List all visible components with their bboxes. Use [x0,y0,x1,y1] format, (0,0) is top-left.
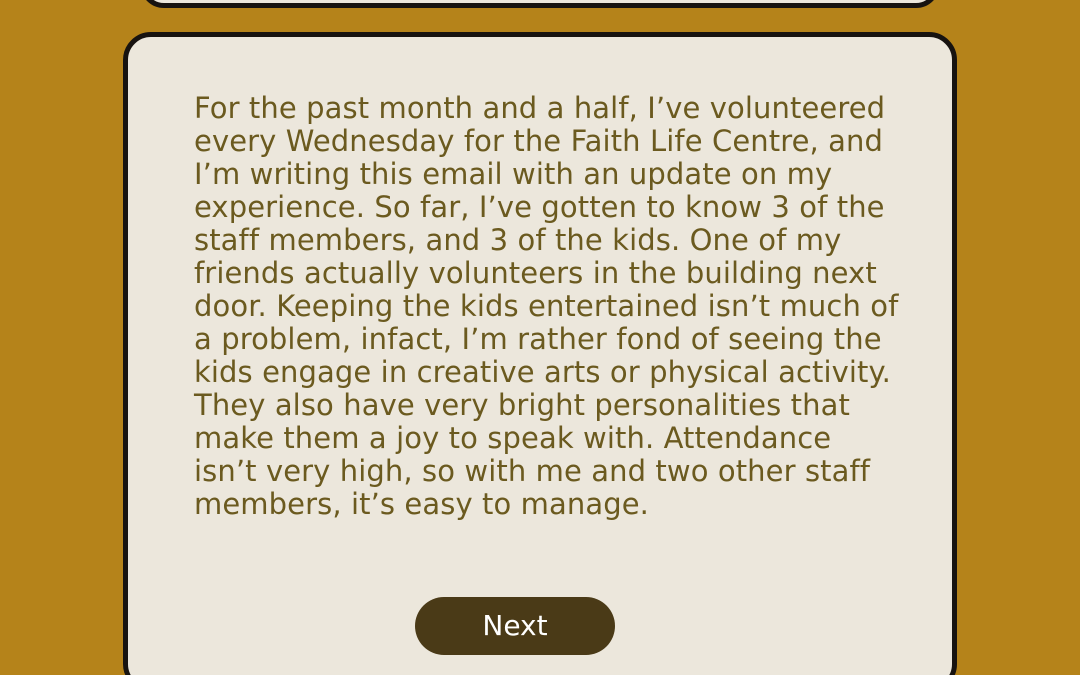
message-body-text: For the past month and a half, I’ve volunteered every Wednesday for the Faith Life Centre, and I’m writing this email with an update on my experience. So far, I’ve gotten to know 3 of the staff members, and 3 of the kids. One of my friends actually volunteers in the building next door. Keeping the kids entertained isn’t much of a problem, infact, I’m rather fond of seeing the kids engage in creative arts or physical activity. They also have very bright personalities that make them a joy to speak with. Attendance isn’t very high, so with me and two other staff members, it’s easy to manage. [194,91,908,521]
message-panel [123,32,957,675]
next-button[interactable]: Next [415,597,615,655]
previous-panel-card [140,0,940,8]
